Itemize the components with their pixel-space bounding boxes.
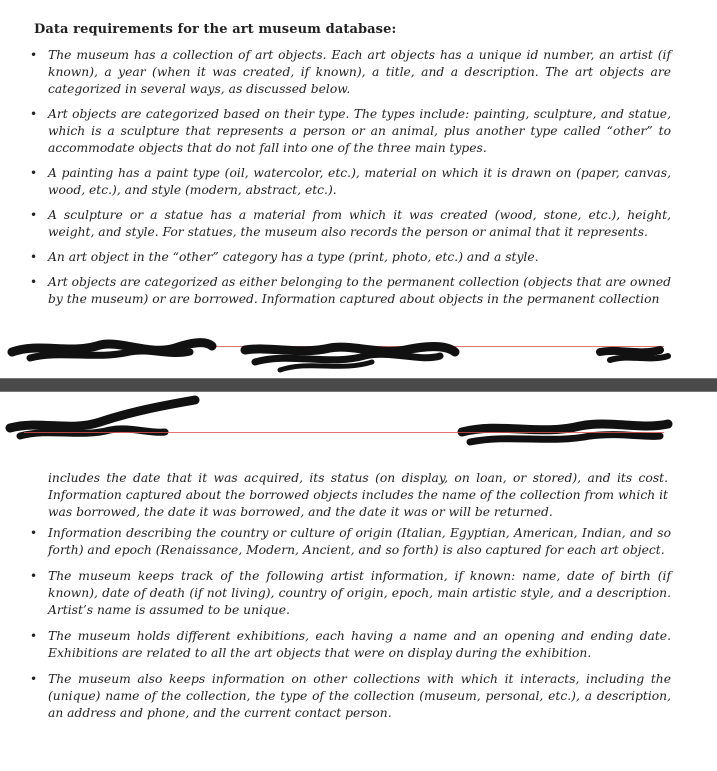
list-item-text: The museum has a collection of art objects. Each art objects has a unique id number, an artist (if known), a year (when it was created, if known), a title, and a description. The art objects are categorized in several ways, as discussed below. xyxy=(48,48,671,96)
red-rule-line xyxy=(24,432,664,433)
bullet-icon: • xyxy=(30,250,38,264)
continued-paragraph: includes the date that it was acquired, its status (on display, on loan, or stored), and its cost. Information captured about the borrowed objects includes the name of the collection from which it was borrowed, the date it was borrowed, and the date it was or will be returned. xyxy=(48,471,668,519)
list-item-text: Art objects are categorized based on their type. The types include: painting, sculpture, and statue, which is a sculpture that represents a person or an animal, plus another type called “other” to accommodate objects that do not fall into one of the three main types. xyxy=(48,107,671,155)
list-item-text: A painting has a paint type (oil, watercolor, etc.), material on which it is drawn on (paper, canvas, wood, etc.), and style (modern, abstract, etc.). xyxy=(48,166,671,197)
list-item xyxy=(26,628,671,662)
bullet-icon: • xyxy=(30,208,38,222)
page-top xyxy=(0,0,717,378)
bullet-icon: • xyxy=(30,672,38,686)
bullet-icon: • xyxy=(30,526,38,540)
page-bottom xyxy=(0,392,717,771)
redaction-scribble xyxy=(0,0,717,378)
page-break-divider xyxy=(0,378,717,392)
bullet-icon: • xyxy=(30,107,38,121)
list-item xyxy=(26,525,671,559)
list-item xyxy=(26,671,671,722)
list-item-text: Information describing the country or culture of origin (Italian, Egyptian, American, Indian, and so forth) and epoch (Renaissance, Modern, Ancient, and so forth) is also captured for each art object. xyxy=(48,526,671,557)
bullet-icon: • xyxy=(30,166,38,180)
list-item-text: The museum holds different exhibitions, each having a name and an opening and ending date. Exhibitions are related to all the art objects that were on display during the exhibition. xyxy=(48,629,671,660)
bullet-icon: • xyxy=(30,275,38,289)
bullet-icon: • xyxy=(30,48,38,62)
list-item-text: An art object in the “other” category has a type (print, photo, etc.) and a style. xyxy=(48,250,539,264)
bullet-icon: • xyxy=(30,569,38,583)
list-item-text: A sculpture or a statue has a material from which it was created (wood, stone, etc.), height, weight, and style. For statues, the museum also records the person or animal that it represents. xyxy=(48,208,671,239)
list-item-text: The museum also keeps information on other collections with which it interacts, including the (unique) name of the collection, the type of the collection (museum, personal, etc.), a description, an address and phone, and the current contact person. xyxy=(48,672,671,720)
list-item-text: The museum keeps track of the following artist information, if known: name, date of birth (if known), date of death (if not living), country of origin, epoch, main artistic style, and a description. Artist’s name is assumed to be unique. xyxy=(48,569,671,617)
bullet-icon: • xyxy=(30,629,38,643)
requirements-list-bottom xyxy=(26,525,671,731)
list-item-text: Art objects are categorized as either belonging to the permanent collection (objects that are owned by the museum) or are borrowed. Information captured about objects in the permanent collection xyxy=(48,275,671,306)
list-item xyxy=(26,568,671,619)
document-heading: Data requirements for the art museum database: xyxy=(34,22,397,37)
